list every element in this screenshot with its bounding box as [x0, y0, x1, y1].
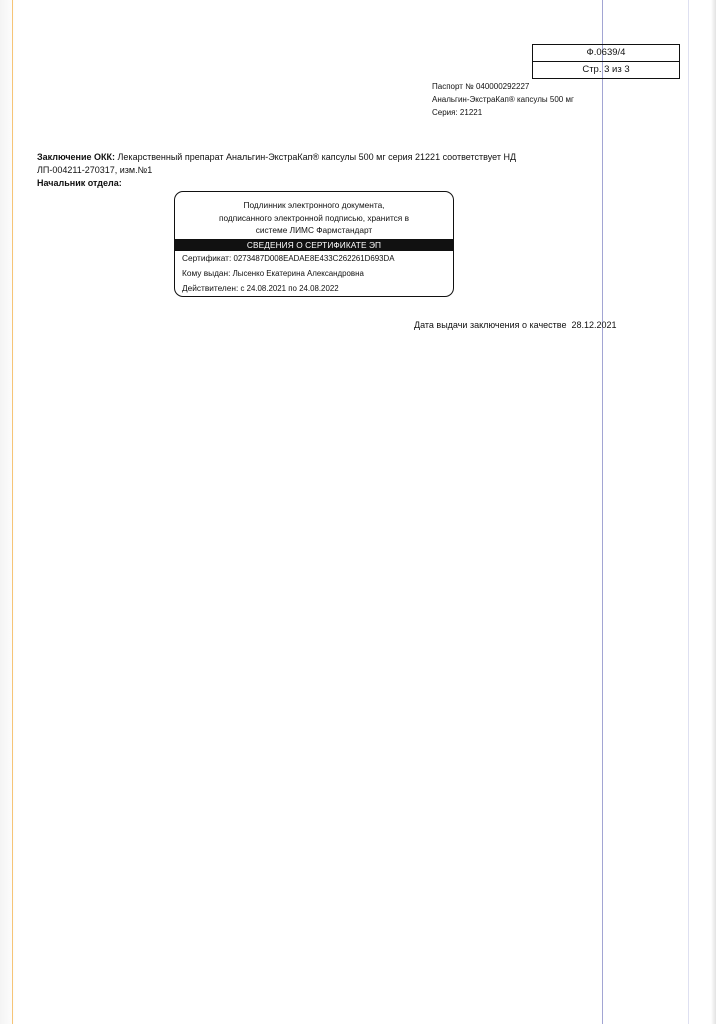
scan-edge-left [0, 0, 16, 1024]
scan-line-blue [602, 0, 603, 1024]
qc-conclusion [37, 151, 517, 177]
conclusion-label: Заключение ОКК: [37, 152, 116, 162]
esign-issued-to-value: Лысенко Екатерина Александровна [230, 269, 364, 278]
passport-series: Серия: 21221 [432, 108, 483, 117]
esign-certificate-value: 0273487D008EADAE8E433C262261D693DA [231, 254, 395, 263]
passport-product: Анальгин-ЭкстраКап® капсулы 500 мг [432, 95, 574, 104]
esign-original-line-2: подписанного электронной подписью, хранится в [218, 212, 410, 223]
scan-line-blue-faint [688, 0, 689, 1024]
scan-edge-right [711, 0, 716, 1024]
passport-block [432, 80, 574, 119]
esign-original-line-3: системе ЛИМС Фармстандарт [255, 225, 373, 235]
esign-original-line-1: Подлинник электронного документа, [243, 200, 385, 210]
passport-number: Паспорт № 040000292227 [432, 82, 530, 91]
esign-issued-to-row [175, 266, 453, 281]
esign-valid-row [175, 281, 453, 296]
issue-date-label: Дата выдачи заключения о качестве [414, 320, 567, 330]
issue-date [414, 320, 617, 330]
conclusion-text: Лекарственный препарат Анальгин-ЭкстраКап® капсулы 500 мг серия 21221 соответствует НД ЛП-004211-270317, изм.№1 [37, 152, 517, 175]
esignature-stamp [174, 191, 454, 297]
esign-certificate-row [175, 251, 453, 266]
esign-header: СВЕДЕНИЯ О СЕРТИФИКАТЕ ЭП [175, 239, 453, 251]
esign-valid-value: с 24.08.2021 по 24.08.2022 [238, 284, 339, 293]
form-code: Ф.0639/4 [533, 45, 679, 62]
issue-date-value: 28.12.2021 [571, 320, 617, 330]
esign-original-note [175, 192, 453, 239]
head-of-department-label: Начальник отдела: [37, 178, 122, 188]
page-number: Стр. 3 из 3 [582, 64, 630, 75]
scan-line-orange [12, 0, 13, 1024]
esign-valid-label: Действителен: [182, 283, 239, 293]
esign-issued-to-label: Кому выдан: [182, 268, 231, 278]
esign-certificate-label: Сертификат: [182, 253, 232, 263]
form-code-table [532, 44, 680, 79]
